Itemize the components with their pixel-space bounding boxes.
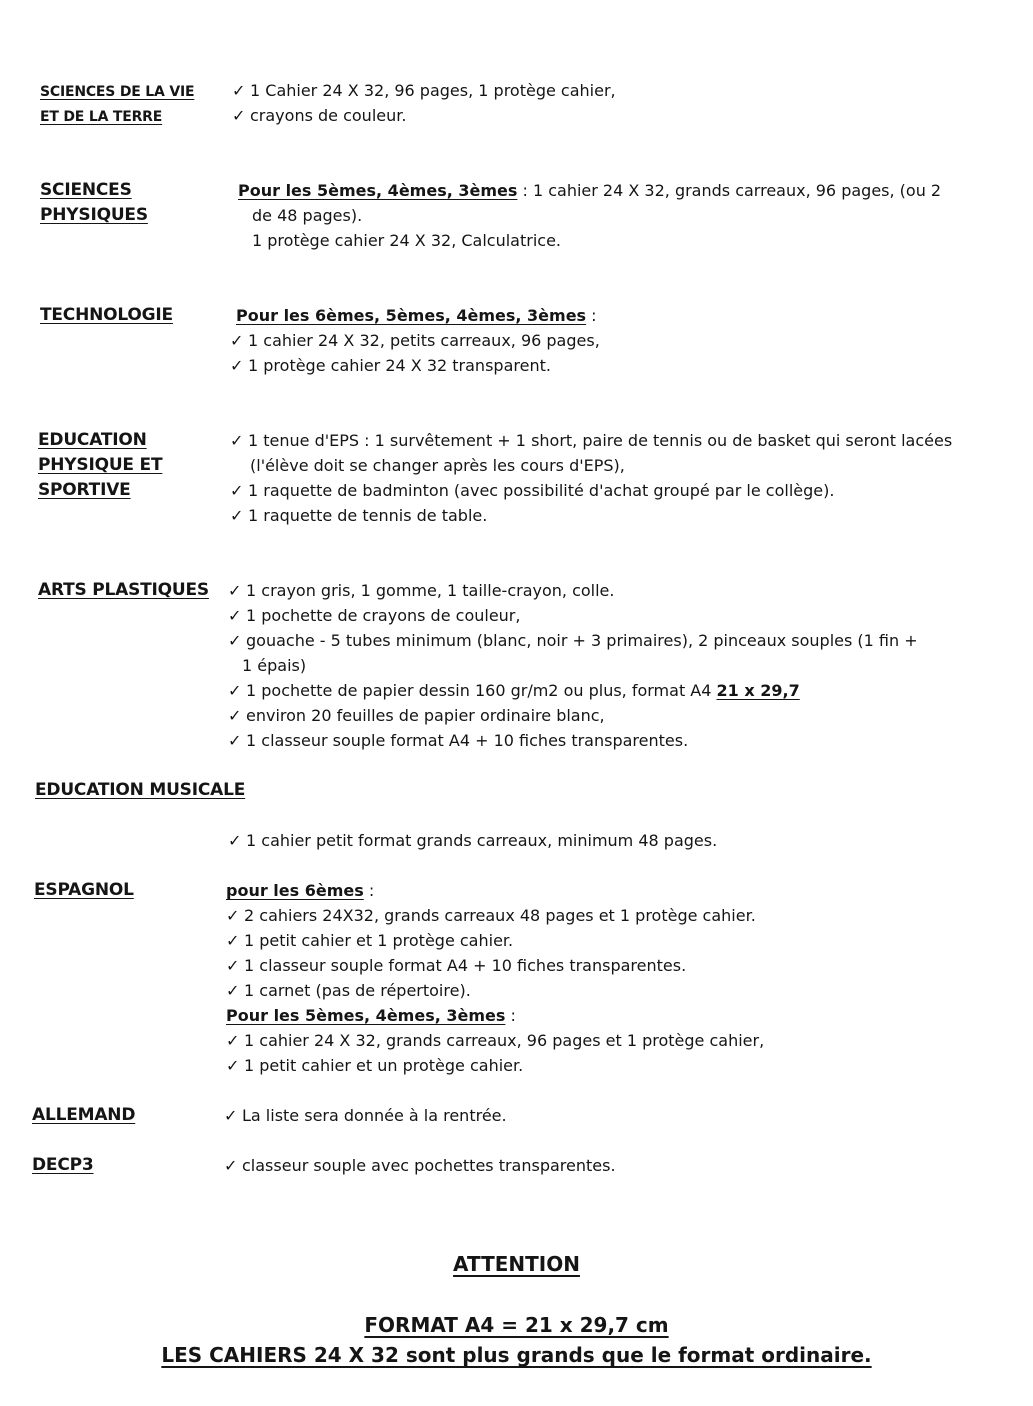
item-text: 1 protège cahier 24 X 32, Calculatrice. <box>252 231 561 250</box>
items-allemand <box>224 1103 507 1128</box>
check-icon: ✓ <box>226 956 240 975</box>
list-item <box>232 78 616 103</box>
subject-svt-line1: SCIENCES DE LA VIE <box>40 84 195 100</box>
item-text: 1 classeur souple format A4 + 10 fiches transparentes. <box>246 731 689 750</box>
list-item <box>230 503 952 528</box>
check-icon: ✓ <box>228 581 242 600</box>
item-text: 1 raquette de badminton (avec possibilité d'achat groupé par le collège). <box>248 481 835 500</box>
check-icon: ✓ <box>226 1056 240 1075</box>
item-text: 1 pochette de crayons de couleur, <box>246 606 521 625</box>
subject-arts-line1: ARTS PLASTIQUES <box>38 580 209 600</box>
list-item <box>230 353 600 378</box>
subject-svt <box>40 80 194 130</box>
subject-technologie <box>40 303 173 328</box>
check-icon: ✓ <box>228 731 242 750</box>
check-icon: ✓ <box>230 356 244 375</box>
item-text: La liste sera donnée à la rentrée. <box>242 1106 507 1125</box>
item-text: 1 raquette de tennis de table. <box>248 506 488 525</box>
list-item <box>232 103 616 128</box>
check-icon: ✓ <box>224 1106 238 1125</box>
list-item <box>228 603 918 628</box>
list-item <box>230 428 952 453</box>
list-item <box>238 178 941 203</box>
item-text: 1 Cahier 24 X 32, 96 pages, 1 protège cahier, <box>250 81 616 100</box>
subject-musique-line1: EDUCATION MUSICALE <box>35 780 246 800</box>
item-text: 1 tenue d'EPS : 1 survêtement + 1 short, paire de tennis ou de basket qui seront lacées <box>248 431 953 450</box>
item-text: 1 cahier 24 X 32, grands carreaux, 96 pages et 1 protège cahier, <box>244 1031 765 1050</box>
items-eps <box>230 428 952 528</box>
list-item <box>228 578 918 603</box>
check-icon: ✓ <box>230 481 244 500</box>
check-icon: ✓ <box>226 981 240 1000</box>
items-espagnol <box>226 878 764 1078</box>
item-text: gouache - 5 tubes minimum (blanc, noir + 3 primaires), 2 pinceaux souples (1 fin + <box>246 631 918 650</box>
level-header: Pour les 5èmes, 4èmes, 3èmes <box>226 1006 506 1025</box>
list-item <box>226 953 764 978</box>
format-note: FORMAT A4 = 21 x 29,7 cm <box>364 1313 669 1337</box>
check-icon: ✓ <box>232 81 246 100</box>
item-text: 1 cahier petit format grands carreaux, minimum 48 pages. <box>246 831 718 850</box>
header-suffix: : <box>363 881 375 900</box>
item-text: : 1 cahier 24 X 32, grands carreaux, 96 pages, (ou 2 <box>517 181 942 200</box>
header-suffix: : <box>586 306 597 325</box>
level-header: pour les 6èmes <box>226 881 364 900</box>
list-item <box>224 1153 616 1178</box>
item-text: 1 épais) <box>242 656 307 675</box>
item-text: (l'élève doit se changer après les cours d'EPS), <box>250 456 625 475</box>
list-item <box>238 228 941 253</box>
item-text: 1 cahier 24 X 32, petits carreaux, 96 pages, <box>248 331 600 350</box>
level-header: Pour les 6èmes, 5èmes, 4èmes, 3èmes <box>236 306 587 325</box>
item-text: 1 petit cahier et 1 protège cahier. <box>244 931 514 950</box>
list-item <box>228 678 918 703</box>
subject-decp3-line1: DECP3 <box>32 1155 94 1175</box>
subject-svt-line2: ET DE LA TERRE <box>40 109 163 125</box>
subject-eps-line2: PHYSIQUE ET <box>38 455 163 475</box>
items-decp3 <box>224 1153 616 1178</box>
item-text: de 48 pages). <box>252 206 363 225</box>
check-icon: ✓ <box>228 681 242 700</box>
subject-allemand-line1: ALLEMAND <box>32 1105 136 1125</box>
item-text: environ 20 feuilles de papier ordinaire blanc, <box>246 706 605 725</box>
check-icon: ✓ <box>226 1031 240 1050</box>
subject-physique-line1: SCIENCES <box>40 180 132 200</box>
item-text: 1 petit cahier et un protège cahier. <box>244 1056 524 1075</box>
list-item <box>226 1028 764 1053</box>
items-svt <box>232 78 616 128</box>
items-technologie <box>230 303 600 378</box>
check-icon: ✓ <box>224 1156 238 1175</box>
subject-eps <box>38 428 162 503</box>
format-emphasis: 21 x 29,7 <box>716 681 800 700</box>
header-suffix: : <box>505 1006 516 1025</box>
item-text: crayons de couleur. <box>250 106 407 125</box>
list-item <box>226 928 764 953</box>
item-text: 1 protège cahier 24 X 32 transparent. <box>248 356 551 375</box>
subject-espagnol <box>34 878 134 903</box>
check-icon: ✓ <box>226 906 240 925</box>
check-icon: ✓ <box>230 506 244 525</box>
item-text: classeur souple avec pochettes transparentes. <box>242 1156 616 1175</box>
list-item <box>226 903 764 928</box>
subject-eps-line3: SPORTIVE <box>38 480 131 500</box>
subject-physique-line2: PHYSIQUES <box>40 205 148 225</box>
items-musique <box>228 828 717 853</box>
list-item-cont <box>238 203 941 228</box>
check-icon: ✓ <box>230 431 244 450</box>
check-icon: ✓ <box>228 706 242 725</box>
list-item-cont <box>228 653 918 678</box>
subject-technologie-line1: TECHNOLOGIE <box>40 305 173 325</box>
list-item <box>226 1053 764 1078</box>
list-item <box>230 303 600 328</box>
subject-allemand <box>32 1103 135 1128</box>
subject-decp3 <box>32 1153 94 1178</box>
check-icon: ✓ <box>228 831 242 850</box>
subject-espagnol-line1: ESPAGNOL <box>34 880 134 900</box>
attention-heading: ATTENTION <box>453 1252 580 1276</box>
subject-arts <box>38 578 209 603</box>
cahiers-note: LES CAHIERS 24 X 32 sont plus grands que le format ordinaire. <box>161 1343 872 1367</box>
check-icon: ✓ <box>230 331 244 350</box>
list-item <box>226 1003 764 1028</box>
item-text: 1 carnet (pas de répertoire). <box>244 981 471 1000</box>
item-text: 1 crayon gris, 1 gomme, 1 taille-crayon, colle. <box>246 581 615 600</box>
list-item <box>230 478 952 503</box>
item-text: 2 cahiers 24X32, grands carreaux 48 pages et 1 protège cahier. <box>244 906 756 925</box>
list-item <box>228 728 918 753</box>
list-item <box>228 628 918 653</box>
check-icon: ✓ <box>226 931 240 950</box>
list-item <box>226 878 764 903</box>
subject-eps-line1: EDUCATION <box>38 430 147 450</box>
list-item-cont <box>230 453 952 478</box>
list-item <box>224 1103 507 1128</box>
items-physique <box>238 178 941 253</box>
check-icon: ✓ <box>228 606 242 625</box>
items-arts <box>228 578 918 753</box>
list-item <box>228 703 918 728</box>
list-item <box>230 328 600 353</box>
list-item <box>226 978 764 1003</box>
subject-physique <box>40 178 148 228</box>
check-icon: ✓ <box>232 106 246 125</box>
list-item <box>228 828 717 853</box>
item-text: 1 pochette de papier dessin 160 gr/m2 ou plus, format A4 <box>246 681 717 700</box>
subject-musique <box>35 778 245 803</box>
item-text: 1 classeur souple format A4 + 10 fiches transparentes. <box>244 956 687 975</box>
level-header: Pour les 5èmes, 4èmes, 3èmes <box>238 181 518 200</box>
check-icon: ✓ <box>228 631 242 650</box>
